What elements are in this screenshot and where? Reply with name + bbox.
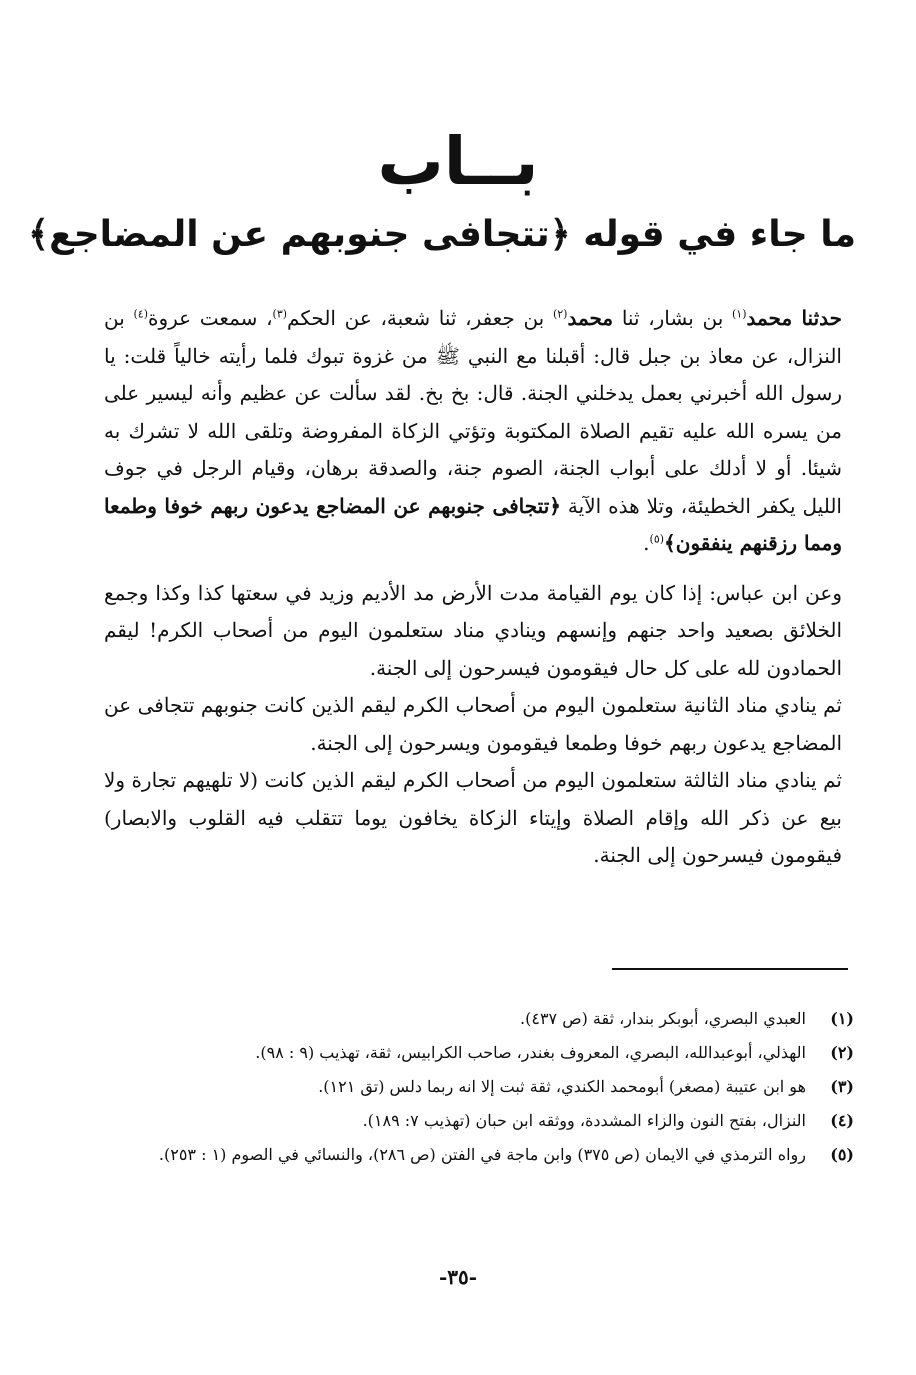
page-number: -٣٥-	[438, 1265, 478, 1289]
footnote-number: (٣)	[830, 1077, 854, 1096]
paragraph: وعن ابن عباس: إذا كان يوم القيامة مدت الأرض مد الأديم وزيد في سعتها كذا وكذا وجمع الخلائق بصعيد واحد جنهم وإنسهم وينادي مناد ستعلمون اليوم من أصحاب الكرم! ليقم الحمادون لله على كل حال فيقومون فيسرحون إلى الجنة.	[104, 580, 842, 680]
text-run: بن بشار، ثنا	[613, 306, 732, 330]
hadith-paragraph	[104, 300, 842, 563]
footnote-ref-3[interactable]: (٣)	[272, 307, 288, 321]
footnote-separator	[612, 968, 848, 970]
chapter-title: ما جاء في قوله ﴿تتجافى جنوبهم عن المضاجع﴾	[28, 214, 856, 255]
text-run: .	[643, 531, 650, 555]
paragraph: ثم ينادي مناد الثانية ستعلمون اليوم من أصحاب الكرم ليقم الذين كانت جنوبهم تتجافى عن المضاجع يدعون ربهم خوفا وطمعا فيقومون ويسرحون إلى الجنة.	[104, 693, 842, 755]
text-run: بن جعفر، ثنا شعبة، عن الحكم	[287, 306, 553, 330]
footnote-number: (٤)	[830, 1111, 854, 1130]
footnote-text: العبدي البصري، أبوبكر بندار، ثقة (ص ٤٣٧).	[520, 1009, 806, 1028]
footnote-ref-5[interactable]: (٥)	[649, 532, 665, 546]
text-run: بن النزال، عن معاذ بن جبل قال: أقبلنا مع النبي ﷺ من غزوة تبوك فلما رأيته خالياً قلت: يا رسول الله أخبرني بعمل يدخلني الجنة. قال: بخ بخ. لقد سألت عن عظيم وأنه ليسير على من يسره الله عليه تقيم الصلاة المكتوبة وتؤتي الزكاة المفروضة وتلقى الله لا تشرك به شيئا. أو لا أدلك على أبواب الجنة، الصوم جنة، والصدقة برهان، وقيام الرجل في جوف الليل يكفر الخطيئة، وتلا هذه الآية	[104, 306, 842, 518]
quran-verse: ﴿تتجافى جنوبهم عن المضاجع يدعون ربهم خوفا وطمعا ومما رزقنهم ينفقون﴾	[104, 493, 842, 555]
footnote-text: هو ابن عتيبة (مصغر) أبومحمد الكندي، ثقة ثبت إلا انه ربما دلس (تق ١٢١).	[318, 1077, 806, 1096]
footnote-number: (٢)	[830, 1043, 854, 1062]
footnote-item	[100, 1002, 854, 1036]
footnote-ref-2[interactable]: (٢)	[552, 307, 568, 321]
main-text	[104, 300, 842, 875]
footnote-item	[100, 1104, 854, 1138]
text-run: ، سمعت عروة	[148, 306, 273, 330]
narrator-name: محمد	[567, 306, 614, 330]
footnotes	[100, 1002, 854, 1172]
footnote-number: (١)	[830, 1009, 854, 1028]
footnote-text: رواه الترمذي في الايمان (ص ٣٧٥) وابن ماجة في الفتن (ص ٢٨٦)، والنسائي في الصوم (١ : ٢٥٣).	[158, 1145, 806, 1164]
narration-opening: حدثنا محمد	[746, 306, 843, 330]
footnote-ref-4[interactable]: (٤)	[133, 307, 148, 321]
footnote-item	[100, 1036, 854, 1070]
footnote-number: (٥)	[830, 1145, 854, 1164]
footnote-item	[100, 1138, 854, 1172]
footnote-ref-1[interactable]: (١)	[731, 307, 747, 321]
chapter-heading: بــاب	[377, 123, 539, 200]
footnote-text: الهذلي، أبوعبدالله، البصري، المعروف بغندر، صاحب الكرابيس، ثقة، تهذيب (٩ : ٩٨).	[255, 1043, 806, 1062]
footnote-item	[100, 1070, 854, 1104]
footnote-text: النزال، بفتح النون والزاء المشددة، ووثقه ابن حبان (تهذيب ٧: ١٨٩).	[362, 1111, 806, 1130]
paragraph: ثم ينادي مناد الثالثة ستعلمون اليوم من أصحاب الكرم ليقم الذين كانت (لا تلهيهم تجارة ولا بيع عن ذكر الله وإقام الصلاة وإيتاء الزكاة يخافون يوما تتقلب فيه القلوب والابصار) فيقومون فيسرحون إلى الجنة.	[104, 768, 843, 867]
